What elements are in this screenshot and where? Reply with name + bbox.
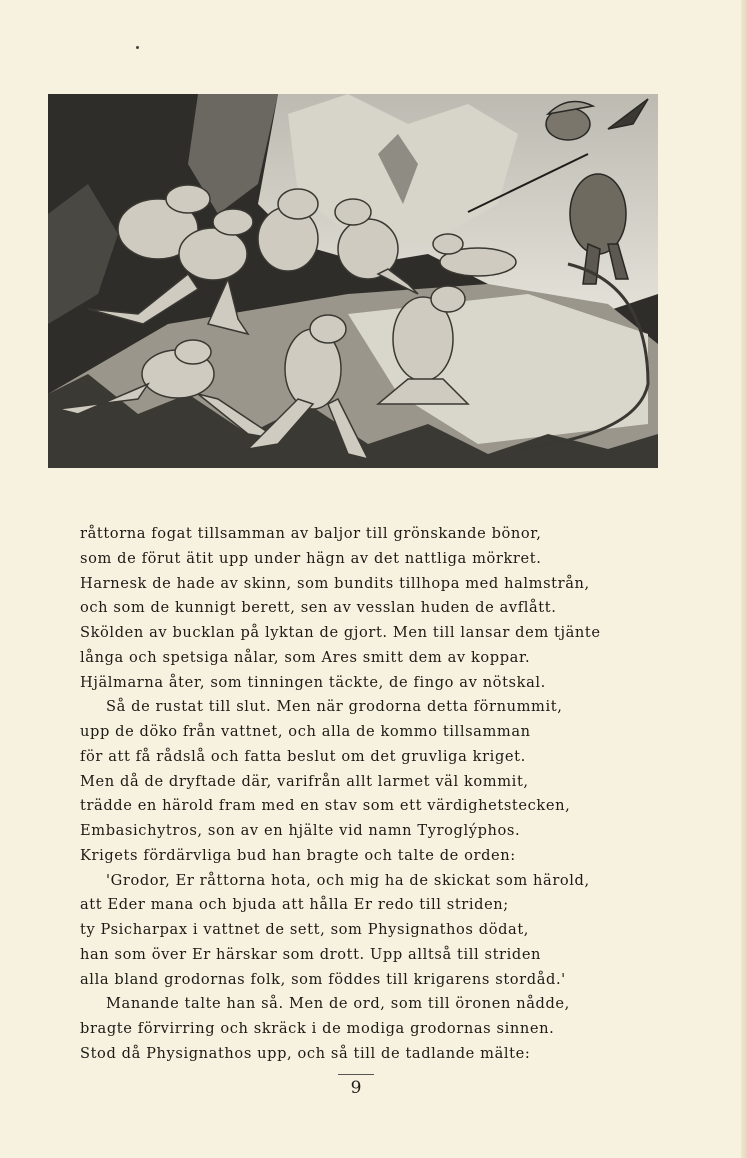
frogs-and-armored-mouse-engraving-icon [48,94,658,468]
text-line: Hjälmarna åter, som tinningen täckte, de fingo av nötskal. [80,673,546,691]
text-line: att Eder mana och bjuda att hålla Er redo till striden; [80,896,509,914]
text-line: han som över Er härskar som drott. Upp alltså till striden [80,945,542,963]
text-line: Så de rustat till slut. Men när grodorna detta förnummit, [106,698,563,716]
text-line: Stod då Physignathos upp, och så till de tadlande mälte: [80,1044,531,1062]
text-line: Men då de dryftade där, varifrån allt larmet väl kommit, [80,772,529,790]
text-line: som de förut ätit upp under hägn av det nattliga mörkret. [80,549,542,567]
illustration [48,94,658,468]
text-line: upp de döko från vattnet, och alla de kommo tillsamman [80,723,531,740]
text-line: Manande talte han så. Men de ord, som till öronen nådde, [106,995,570,1013]
text-line: trädde en härold fram med en stav som ett värdighetstecken, [80,797,571,815]
text-line: Krigets fördärvliga bud han bragte och talte de orden: [80,846,516,864]
text-line: råttorna fogat tillsamman av baljor till grönskande bönor, [80,525,542,542]
text-line: och som de kunnigt berett, sen av vesslan huden de avflått. [80,599,557,617]
text-line: ty Psicharpax i vattnet de sett, som Physignathos dödat, [80,921,530,938]
text-line: Embasichytros, son av en hjälte vid namn Tyroglýphos. [80,822,521,839]
body-text [80,522,640,1067]
page-number-rule [338,1074,374,1075]
text-line: bragte förvirring och skräck i de modiga grodornas sinnen. [80,1020,555,1037]
text-line: Harnesk de hade av skinn, som bundits tillhopa med halmstrån, [80,574,590,592]
text-line: långa och spetsiga nålar, som Ares smitt dem av koppar. [80,648,531,666]
text-line: för att få rådslå och fatta beslut om det gruvliga kriget. [80,747,526,765]
text-line: Skölden av bucklan på lyktan de gjort. Men till lansar dem tjänte [80,624,601,641]
text-line: 'Grodor, Er råttorna hota, och mig ha de skickat som härold, [106,871,590,889]
paper-speck [136,46,139,49]
page-number: 9 [350,1078,362,1098]
text-line: alla bland grodornas folk, som föddes till krigarens stordåd.' [80,970,566,988]
page-edge-shadow [741,0,747,1158]
